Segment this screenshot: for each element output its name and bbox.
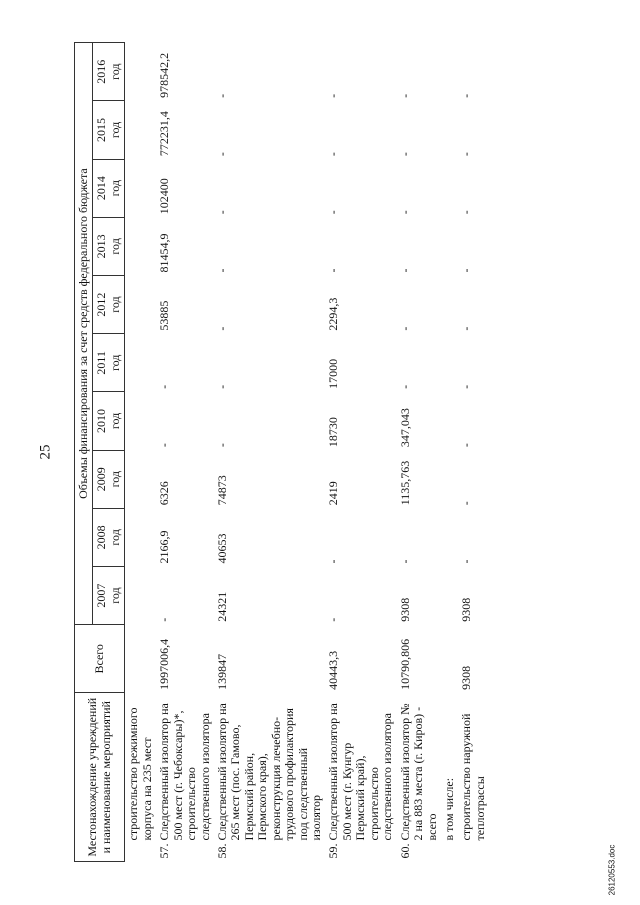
row-index: 57.: [157, 843, 172, 859]
header-year-1: [93, 508, 125, 566]
row-name: Следственный изолятор на 500 мест (г. Чебоксары)*, строительство следственного изолятора: [157, 703, 212, 841]
row-value-2016: -: [459, 93, 474, 98]
header-year-unit: год: [107, 470, 122, 488]
row-value-2014: -: [326, 210, 341, 215]
row-index: 60.: [397, 843, 412, 859]
header-year-6: [93, 217, 125, 275]
header-year-unit: год: [107, 179, 122, 197]
header-year-unit: год: [107, 238, 122, 255]
row-value-2008: -: [397, 559, 412, 564]
row-value-2014: [441, 159, 458, 217]
row-value-2014: -: [214, 210, 229, 215]
header-year-value: 2008: [94, 525, 109, 550]
row-value-2007: 9308: [459, 597, 474, 622]
row-value-2010: -: [157, 443, 172, 448]
header-year-unit: год: [107, 354, 122, 371]
row-value-2009: -: [459, 501, 474, 506]
row-value-2010: [441, 392, 458, 450]
row-value-2015: [125, 101, 156, 159]
row-value-2015: -: [459, 152, 474, 157]
header-year-4: [93, 334, 125, 392]
header-year-unit: год: [107, 529, 122, 546]
row-total: [125, 625, 156, 693]
row-name-cell: [397, 693, 441, 862]
table-row: [441, 43, 458, 862]
table-row: [156, 43, 214, 862]
row-value-2008: [125, 508, 156, 566]
row-name-cell: [214, 693, 326, 862]
row-value-2010: 347,043: [397, 408, 412, 448]
row-value-2015: -: [214, 152, 229, 157]
row-name: Следственный изолятор на 500 мест (г. Кунгур Пермский край), строительство следственного изолятора: [326, 703, 395, 841]
row-value-2007: [125, 566, 156, 624]
row-value-2009: [125, 450, 156, 508]
row-value-2011: -: [157, 384, 172, 389]
row-value-2008: 2166,9: [157, 530, 172, 564]
header-total: Всего: [75, 625, 125, 693]
row-value-2013: -: [326, 268, 341, 273]
row-value-2008: [441, 508, 458, 566]
table-row: [125, 43, 156, 862]
row-name-cell: [156, 693, 214, 862]
row-name: Следственный изолятор на 265 мест (пос. Гамово, Пермский район, Пермского края), реконструкция лечебно-трудового профилактория под следственный изолятор: [214, 703, 323, 841]
header-year-unit: год: [107, 587, 122, 604]
table-row: [397, 43, 441, 862]
row-value-2011: -: [397, 384, 412, 389]
row-value-2010: -: [214, 443, 229, 448]
row-value-2016: -: [214, 93, 229, 98]
header-year-value: 2007: [94, 583, 109, 608]
row-value-2007: 24321: [214, 591, 229, 622]
row-value-2007: [441, 566, 458, 624]
header-year-unit: год: [107, 296, 122, 313]
row-value-2010: -: [459, 443, 474, 448]
row-value-2010: 18730: [326, 417, 341, 448]
header-year-unit: год: [107, 121, 122, 139]
row-value-2009: [441, 450, 458, 508]
table-row: [458, 43, 489, 862]
row-value-2015: -: [326, 152, 341, 157]
row-value-2011: [441, 334, 458, 392]
header-year-value: 2010: [94, 408, 109, 433]
row-value-2007: -: [157, 617, 172, 622]
row-value-2008: 40653: [214, 533, 229, 564]
table-row: [325, 43, 396, 862]
header-year-unit: год: [107, 63, 122, 80]
row-value-2015: [441, 101, 458, 159]
row-value-2009: 1135,763: [397, 460, 412, 506]
row-name-cell: [325, 693, 396, 862]
header-year-9: [93, 43, 125, 101]
row-value-2009: 2419: [326, 481, 341, 506]
row-value-2012: [125, 275, 156, 333]
row-name: строительство наружной теплотрассы: [459, 713, 487, 841]
row-value-2016: -: [326, 93, 341, 98]
row-value-2016: [441, 43, 458, 101]
header-year-value: 2012: [94, 292, 109, 317]
row-value-2009: 74873: [214, 475, 229, 506]
header-year-7: [93, 159, 125, 217]
header-year-8: [93, 101, 125, 159]
header-year-unit: год: [107, 412, 122, 430]
row-value-2008: -: [459, 559, 474, 564]
row-name-cell: [125, 693, 156, 862]
header-group: Объемы финансирования за счет средств федерального бюджета: [75, 43, 93, 625]
row-total: 1997006,4: [157, 638, 172, 690]
header-year-3: [93, 392, 125, 450]
row-total: 139847: [214, 653, 229, 690]
row-name: Следственный изолятор № 2 на 883 места (г. Киров) - всего: [397, 703, 439, 841]
header-year-5: [93, 275, 125, 333]
row-value-2007: 9308: [397, 597, 412, 622]
row-value-2012: -: [459, 326, 474, 331]
header-year-value: 2013: [94, 234, 109, 259]
row-value-2014: 102400: [157, 178, 172, 215]
row-value-2016: 978542,2: [157, 52, 172, 98]
header-year-0: [93, 566, 125, 624]
row-value-2012: 2294,3: [326, 297, 341, 331]
row-total: 40443,3: [326, 650, 341, 690]
row-name: строительство режимного корпуса на 235 мест: [126, 707, 154, 841]
row-name-cell: [458, 693, 489, 862]
rotated-table-container: [74, 42, 614, 862]
row-value-2014: -: [459, 210, 474, 215]
row-value-2007: -: [326, 617, 341, 622]
row-total: 10790,806: [397, 638, 412, 690]
row-value-2012: 53885: [157, 300, 172, 331]
table-body: [125, 43, 489, 862]
header-name: Местонахождение учреждений и наименование мероприятий: [75, 693, 125, 862]
page-number: 25: [37, 444, 54, 460]
row-value-2013: 81454,9: [157, 233, 172, 273]
row-value-2013: -: [397, 268, 412, 273]
row-value-2013: -: [214, 268, 229, 273]
row-total: [441, 625, 458, 693]
row-value-2010: [125, 392, 156, 450]
row-value-2015: 772231,4: [157, 111, 172, 157]
footer-filename: 26120553.doc: [607, 844, 617, 896]
row-value-2012: -: [214, 326, 229, 331]
financing-table: [74, 42, 489, 862]
row-name-cell: [441, 693, 458, 862]
row-value-2012: -: [397, 326, 412, 331]
row-value-2011: 17000: [326, 358, 341, 389]
row-value-2016: [125, 43, 156, 101]
row-value-2013: -: [459, 268, 474, 273]
header-year-value: 2009: [94, 467, 109, 492]
header-year-value: 2014: [94, 176, 109, 201]
row-value-2011: [125, 334, 156, 392]
row-value-2011: -: [459, 384, 474, 389]
row-index: 58.: [214, 843, 229, 859]
table-header: [75, 43, 125, 862]
row-index: 59.: [326, 843, 341, 859]
row-total: 9308: [459, 665, 474, 690]
row-value-2016: -: [397, 93, 412, 98]
row-value-2013: [125, 217, 156, 275]
header-year-value: 2015: [94, 117, 109, 142]
header-year-value: 2016: [94, 59, 109, 84]
row-value-2011: -: [214, 384, 229, 389]
table-row: [214, 43, 326, 862]
row-value-2014: [125, 159, 156, 217]
row-value-2008: -: [326, 559, 341, 564]
row-value-2015: -: [397, 152, 412, 157]
header-year-2: [93, 450, 125, 508]
header-year-value: 2011: [94, 351, 109, 375]
row-name: в том числе:: [441, 777, 456, 841]
row-value-2013: [441, 217, 458, 275]
row-value-2014: -: [397, 210, 412, 215]
row-value-2012: [441, 275, 458, 333]
row-value-2009: 6326: [157, 481, 172, 506]
